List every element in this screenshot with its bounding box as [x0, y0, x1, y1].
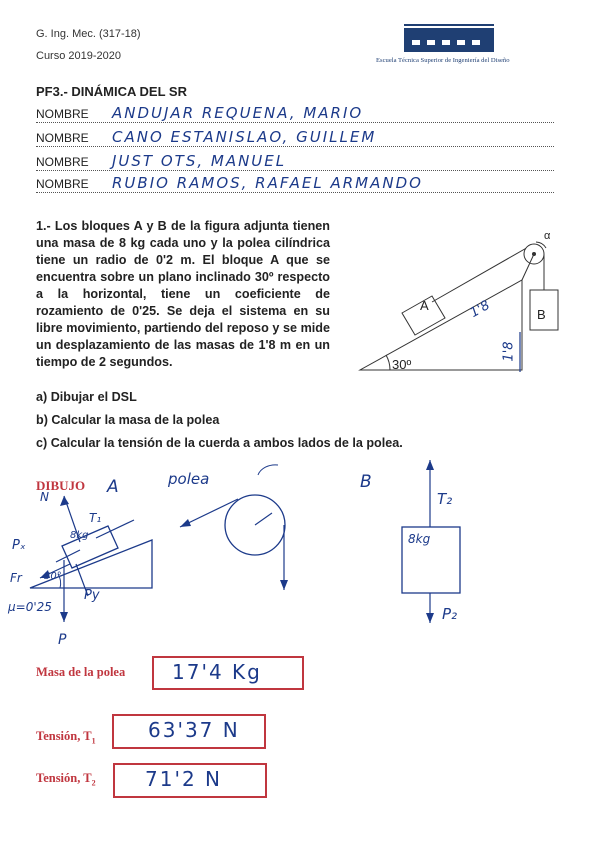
- figure-incline-distance: 1'8: [467, 297, 493, 322]
- figure-block-b-label: B: [537, 307, 546, 322]
- fbd-b-mass: 8kg: [408, 532, 431, 546]
- answer-mass-value: 17'4 Kg: [172, 660, 262, 684]
- fbd-a-n: N: [40, 490, 49, 504]
- name-label: NOMBRE: [36, 155, 89, 169]
- answer-t2-label-text: Tensión, T: [36, 771, 92, 785]
- logo-building-icon: [404, 24, 494, 52]
- fbd-a-mass: 8kg: [70, 530, 89, 541]
- problem-figure: [340, 222, 570, 382]
- figure-block-a-label: A: [420, 298, 429, 313]
- name-value: CANO ESTANISLAO, GUILLEM: [112, 128, 377, 146]
- name-label: NOMBRE: [36, 107, 89, 121]
- fbd-a-t1: T₁: [89, 511, 102, 525]
- question-b: b) Calcular la masa de la polea: [36, 413, 220, 427]
- fbd-b-t2: T₂: [437, 490, 453, 508]
- course-year: Curso 2019-2020: [36, 50, 122, 62]
- question-a: a) Dibujar el DSL: [36, 390, 137, 404]
- name-row-3: [36, 150, 554, 171]
- name-value: JUST OTS, MANUEL: [112, 152, 287, 170]
- name-row-4: [36, 172, 554, 193]
- figure-angle-label: 30º: [392, 357, 412, 372]
- drawing-label-b: B: [360, 472, 372, 492]
- name-value: RUBIO RAMOS, RAFAEL ARMANDO: [112, 174, 423, 192]
- answer-t2-sub: 2: [91, 778, 96, 788]
- name-row-1: [36, 102, 554, 123]
- figure-vertical-distance: 1'8: [501, 341, 517, 362]
- problem-statement: 1.- Los bloques A y B de la figura adjunta tienen una masa de 8 kg cada uno y la polea cilíndrica tiene un radio de 0'2 m. El bloque A que se encuentra sobre un plano inclinado 30º respecto a la horizontal, tiene un coeficiente de rozamiento de 0'25. Se deja el sistema en su libre movimiento, partiendo del reposo y se mide un desplazamiento de las masas de 1'8 m en un tiempo de 2 segundos.: [36, 219, 330, 369]
- answer-t1-box[interactable]: [112, 714, 266, 749]
- answer-t2-value: 71'2 N: [145, 767, 222, 791]
- pulley: [522, 244, 544, 280]
- answer-mass-box[interactable]: [152, 656, 304, 690]
- school-logo: [376, 24, 534, 72]
- school-name: Escuela Técnica Superior de Ingeniería del Diseño: [376, 57, 510, 64]
- answer-t1-label: [36, 729, 96, 746]
- fbd-a-fr: Fr: [10, 571, 22, 585]
- drawing-label-a: A: [107, 477, 119, 497]
- fbd-a-mu: μ=0'25: [8, 600, 52, 614]
- fbd-block-b: [390, 455, 480, 630]
- answer-t1-label-text: Tensión, T: [36, 729, 92, 743]
- fbd-a-angle: 30°: [44, 571, 62, 582]
- answer-t1-value: 63'37 N: [148, 718, 240, 742]
- page-title: PF3.- DINÁMICA DEL SR: [36, 84, 187, 99]
- course-code: G. Ing. Mec. (317-18): [36, 28, 141, 40]
- fbd-a-px: Pₓ: [12, 538, 26, 553]
- fbd-b-p2: P₂: [442, 605, 458, 623]
- figure-alpha-label: α: [544, 230, 551, 242]
- fbd-a-py: Py: [84, 588, 100, 603]
- name-label: NOMBRE: [36, 177, 89, 191]
- answer-t2-box[interactable]: [113, 763, 267, 798]
- answer-t2-label: [36, 771, 96, 788]
- question-c: c) Calcular la tensión de la cuerda a ambos lados de la polea.: [36, 436, 403, 450]
- drawing-section-label: DIBUJO: [36, 478, 86, 493]
- answer-t1-sub: 1: [91, 736, 96, 746]
- name-value: ANDUJAR REQUENA, MARIO: [112, 104, 364, 122]
- answer-mass-label: Masa de la polea: [36, 665, 126, 679]
- fbd-pulley: [170, 455, 300, 605]
- name-row-2: [36, 126, 554, 147]
- name-label: NOMBRE: [36, 131, 89, 145]
- drawing-label-polea: polea: [168, 470, 210, 488]
- fbd-a-p: P: [58, 632, 67, 648]
